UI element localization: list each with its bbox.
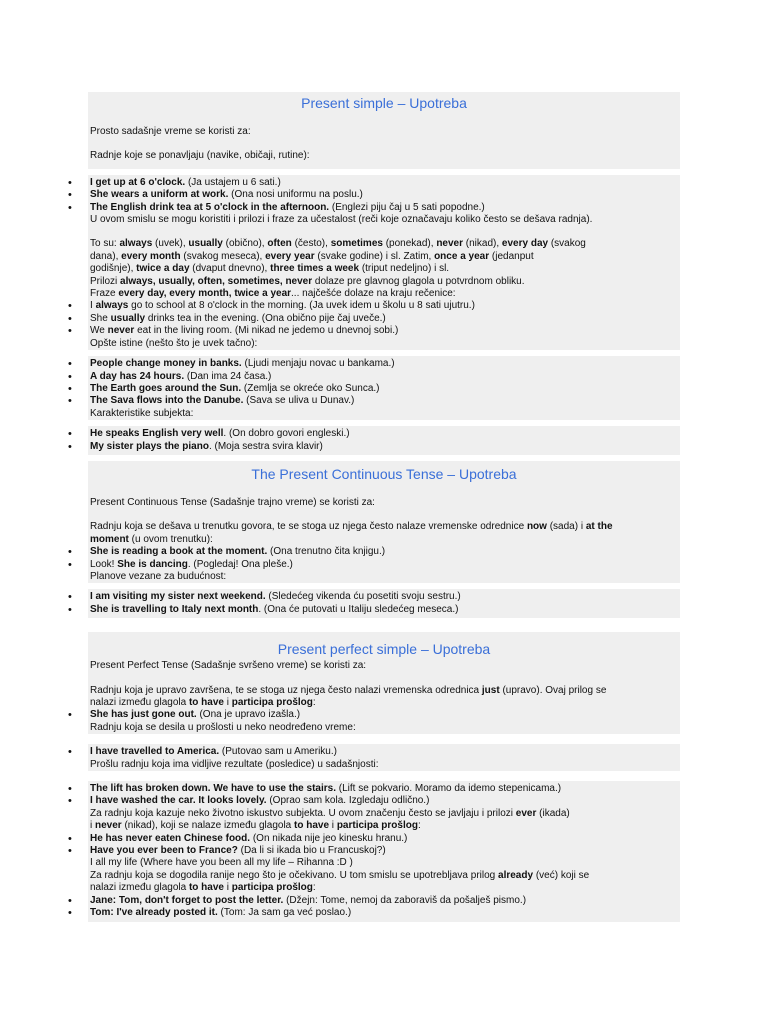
paragraph xyxy=(90,214,678,226)
bold-text: usually xyxy=(110,312,146,324)
text: (svakog meseca), xyxy=(180,250,266,262)
list-item xyxy=(90,907,678,919)
bold-text: She is reading a book at the moment. xyxy=(90,546,268,558)
bold-text: Jane: Tom, don't forget to post the letter. xyxy=(90,894,284,906)
text: Radnju koja je upravo završena, te se stoga uz njega često nalazi vremenska odrednica xyxy=(90,684,482,696)
paragraph xyxy=(90,238,678,250)
text: (uvek), xyxy=(152,238,189,250)
bold-text: to have xyxy=(294,820,330,832)
paragraph xyxy=(90,521,678,533)
bold-text: He speaks English very well xyxy=(90,428,224,440)
bold-text: participa prošlog xyxy=(231,882,313,894)
text: Present Perfect Tense (Sadašnje svršeno vreme) se koristi za: xyxy=(90,660,367,672)
text: (obično), xyxy=(222,238,268,250)
paragraph xyxy=(90,251,678,263)
section-heading-present-perfect xyxy=(88,632,680,660)
text: Radnju koja se dešava u trenutku govora, te se stoga uz njega često nalaze vremenske odrednice xyxy=(90,521,527,533)
text: We xyxy=(90,325,108,337)
list xyxy=(88,509,680,583)
text: (Ljudi menjaju novac u bankama.) xyxy=(241,358,395,370)
bold-text: always xyxy=(95,300,129,312)
text: (dvaput dnevno), xyxy=(189,263,271,275)
list-item xyxy=(90,604,678,616)
text: : xyxy=(312,882,316,894)
text: go to school at 8 o'clock in the morning. (Ja uvek idem u školu u 8 sati ujutru.) xyxy=(128,300,475,312)
text: She xyxy=(90,312,111,324)
bold-text: already xyxy=(498,869,534,881)
text: (u ovom trenutku): xyxy=(128,533,213,545)
list-item xyxy=(90,325,678,337)
text: (svakog xyxy=(548,238,586,250)
text: . (Ona će putovati u Italiju sledećeg meseca.) xyxy=(258,603,459,615)
bold-text: moment xyxy=(90,533,129,545)
paragraph xyxy=(90,660,678,672)
text: (već) koji se xyxy=(533,869,590,881)
bold-text: The lift has broken down. We have to use the stairs. xyxy=(90,783,336,795)
text: (ikada) xyxy=(536,807,570,819)
bold-text: every day xyxy=(501,238,549,250)
bold-text: The Earth goes around the Sun. xyxy=(90,382,242,394)
text: (nikad), koji se nalaze između glagola xyxy=(121,820,295,832)
bold-text: at the xyxy=(585,521,613,533)
bold-text: She wears a uniform at work. xyxy=(90,189,229,201)
text: (Ja ustajem u 6 sati.) xyxy=(185,176,281,188)
paragraph xyxy=(90,882,678,894)
list xyxy=(88,660,680,734)
paragraph xyxy=(88,487,680,509)
bold-text: always, usually, often, sometimes, never xyxy=(120,275,313,287)
paragraph xyxy=(90,697,678,709)
bold-text: twice a day xyxy=(136,263,190,275)
text: dolaze pre glavnog glagola u potvrdnom obliku. xyxy=(312,275,525,287)
text: (Ona trenutno čita knjigu.) xyxy=(267,546,386,558)
paragraph xyxy=(90,870,678,882)
text: (jedanput xyxy=(489,250,534,262)
text: (često), xyxy=(291,238,331,250)
bold-text: every year xyxy=(265,250,315,262)
bold-text: Have you ever been to France? xyxy=(90,845,238,857)
list xyxy=(88,589,680,618)
bold-text: I have travelled to America. xyxy=(90,746,220,758)
list-item xyxy=(90,177,678,189)
text: U ovom smislu se mogu koristiti i prilozi i fraze za učestalost (reči koje označavaju koliko često se dešava radnja). xyxy=(90,214,593,226)
text: (Da li si ikada bio u Francuskoj?) xyxy=(237,845,386,857)
bold-text: She is travelling to Italy next month xyxy=(90,603,259,615)
list-item xyxy=(90,546,678,558)
text: drinks tea in the evening. (Ona obično pije čaj uveče.) xyxy=(145,312,386,324)
text: (Sava se uliva u Dunav.) xyxy=(243,395,355,407)
text: Present Continuous Tense (Sadašnje trajno vreme) se koristi za: xyxy=(90,496,375,508)
bold-text: People change money in banks. xyxy=(90,358,242,370)
bold-text: She is dancing xyxy=(117,558,188,570)
text: eat in the living room. (Mi nikad ne jedemo u dnevnoj sobi.) xyxy=(134,325,399,337)
list-item xyxy=(90,795,678,807)
bold-text: just xyxy=(481,684,500,696)
bold-text: to have xyxy=(188,882,224,894)
text: Planove vezane za budućnost: xyxy=(90,570,227,582)
text: (sada) i xyxy=(546,521,586,533)
text: . (On dobro govori engleski.) xyxy=(223,428,350,440)
bold-text: participa prošlog xyxy=(336,820,418,832)
paragraph xyxy=(90,759,678,771)
paragraph xyxy=(90,408,678,420)
heading-text: Present simple – Upotreba xyxy=(301,95,467,111)
text: (Ona je upravo izašla.) xyxy=(196,709,301,721)
paragraph xyxy=(90,857,678,869)
bold-text: I get up at 6 o'clock. xyxy=(90,176,186,188)
paragraph xyxy=(90,276,678,288)
list-item xyxy=(90,202,678,214)
bold-text: He has never eaten Chinese food. xyxy=(90,832,251,844)
paragraph xyxy=(90,820,678,832)
text: Look! xyxy=(90,558,118,570)
bold-text: every day, every month, twice a year xyxy=(118,288,292,300)
bold-text: She has just gone out. xyxy=(90,709,197,721)
bold-text: I am visiting my sister next weekend. xyxy=(90,591,266,603)
bold-text: to have xyxy=(188,697,224,708)
text: godišnje), xyxy=(90,263,137,275)
text: Radnju koja se desila u prošlosti u neko neodređeno vreme: xyxy=(90,721,356,733)
text: nalazi između glagola xyxy=(90,882,189,894)
bold-text: The Sava flows into the Danube. xyxy=(90,395,244,407)
text: (Oprao sam kola. Izgledaju odlično.) xyxy=(266,795,430,807)
list-item xyxy=(90,395,678,407)
text: (Putovao sam u Ameriku.) xyxy=(219,746,337,758)
list-item xyxy=(90,845,678,857)
list xyxy=(88,744,680,771)
text: (Englezi piju čaj u 5 sati popodne.) xyxy=(329,201,485,213)
text: . (Pogledaj! Ona pleše.) xyxy=(187,558,293,570)
list-item xyxy=(90,783,678,795)
text: dana), xyxy=(90,250,122,262)
text: : xyxy=(417,820,421,832)
paragraph xyxy=(90,338,678,350)
paragraph xyxy=(90,808,678,820)
paragraph xyxy=(90,263,678,275)
list-item xyxy=(90,371,678,383)
heading-text: Present perfect simple – Upotreba xyxy=(277,641,491,658)
bold-text: three times a week xyxy=(270,263,360,275)
list-item xyxy=(90,189,678,201)
text: (Tom: Ja sam ga već poslao.) xyxy=(217,907,352,919)
section-heading-present-continuous xyxy=(88,461,680,487)
heading-text: The Present Continuous Tense – Upotreba xyxy=(251,465,517,482)
text: Prosto sadašnje vreme se koristi za: xyxy=(90,126,251,137)
list-item xyxy=(90,358,678,370)
list-item xyxy=(90,313,678,325)
list xyxy=(88,175,680,350)
list-item xyxy=(90,441,678,453)
text: Za radnju koja se dogodila ranije nego što je očekivano. U tom smislu se upotrebljava prilog xyxy=(90,869,499,881)
bold-text: never xyxy=(436,238,464,250)
text: (upravo). Ovaj prilog se xyxy=(499,684,607,696)
text: I all my life (Where have you been all my life – Rihanna :D ) xyxy=(90,857,353,869)
text: i xyxy=(223,697,232,708)
text: Za radnju koja kazuje neko životno iskustvo subjekta. U ovom značenju često se javljaju i prilozi xyxy=(90,807,516,819)
bold-text: often xyxy=(267,238,292,250)
document-page xyxy=(0,92,768,922)
text: (Džejn: Tome, nemoj da zaboraviš da pošalješ pismo.) xyxy=(283,894,527,906)
list xyxy=(88,781,680,921)
text: (Zemlja se okreće oko Sunca.) xyxy=(241,382,380,394)
paragraph xyxy=(90,571,678,583)
list xyxy=(88,356,680,420)
text: (Ona nosi uniformu na poslu.) xyxy=(228,189,363,201)
bold-text: participa prošlog xyxy=(231,697,313,708)
text: nalazi između glagola xyxy=(90,697,189,708)
text: (Lift se pokvario. Moramo da idemo stepenicama.) xyxy=(335,783,562,795)
text: (triput nedeljno) i sl. xyxy=(359,263,450,275)
text: (Dan ima 24 časa.) xyxy=(184,370,272,382)
text: (Sledećeg vikenda ću posetiti svoju sestru.) xyxy=(265,591,461,603)
list-item xyxy=(90,746,678,758)
bold-text: sometimes xyxy=(330,238,383,250)
paragraph xyxy=(90,534,678,546)
paragraph xyxy=(90,288,678,300)
bold-text: always xyxy=(119,238,153,250)
text: (nikad), xyxy=(463,238,502,250)
paragraph xyxy=(88,116,680,138)
text: i xyxy=(329,820,337,832)
text: Prošlu radnju koja ima vidljive rezultate (posledice) u sadašnjosti: xyxy=(90,758,379,770)
bold-text: once a year xyxy=(434,250,490,262)
list-item xyxy=(90,383,678,395)
text: i xyxy=(90,820,95,832)
text: (On nikada nije jeo kinesku hranu.) xyxy=(250,832,408,844)
bold-text: never xyxy=(107,325,135,337)
text: (ponekad), xyxy=(382,238,437,250)
bold-text: The English drink tea at 5 o'clock in the afternoon. xyxy=(90,201,330,213)
text: (svake godine) i sl. Zatim, xyxy=(314,250,435,262)
text: : xyxy=(312,697,316,708)
text: To su: xyxy=(90,238,120,250)
paragraph xyxy=(88,138,680,168)
text: i xyxy=(223,882,232,894)
list-item xyxy=(90,300,678,312)
list-item xyxy=(90,895,678,907)
list xyxy=(88,426,680,455)
text: Radnje koje se ponavljaju (navike, običaji, rutine): xyxy=(90,150,310,162)
bold-text: every month xyxy=(121,250,181,262)
text: Opšte istine (nešto što je uvek tačno): xyxy=(90,337,258,349)
text: ... najčešće dolaze na kraju rečenice: xyxy=(291,288,456,300)
bold-text: ever xyxy=(515,807,537,819)
bold-text: now xyxy=(526,521,547,533)
bold-text: Tom: I've already posted it. xyxy=(90,907,218,919)
paragraph xyxy=(90,722,678,734)
list-item xyxy=(90,428,678,440)
bold-text: My sister plays the piano xyxy=(90,440,209,452)
text: . (Moja sestra svira klavir) xyxy=(208,440,323,452)
bold-text: never xyxy=(95,820,122,832)
list-item xyxy=(90,833,678,845)
list-item xyxy=(90,559,678,571)
paragraph xyxy=(90,685,678,697)
text: I xyxy=(90,300,96,312)
bold-text: usually xyxy=(188,238,223,250)
list-item xyxy=(90,591,678,603)
section-heading-present-simple xyxy=(88,92,680,116)
text: Fraze xyxy=(90,288,119,300)
text: Karakteristike subjekta: xyxy=(90,407,194,419)
bold-text: A day has 24 hours. xyxy=(90,370,185,382)
text: Prilozi xyxy=(90,275,121,287)
bold-text: I have washed the car. It looks lovely. xyxy=(90,795,267,807)
list-item xyxy=(90,709,678,721)
